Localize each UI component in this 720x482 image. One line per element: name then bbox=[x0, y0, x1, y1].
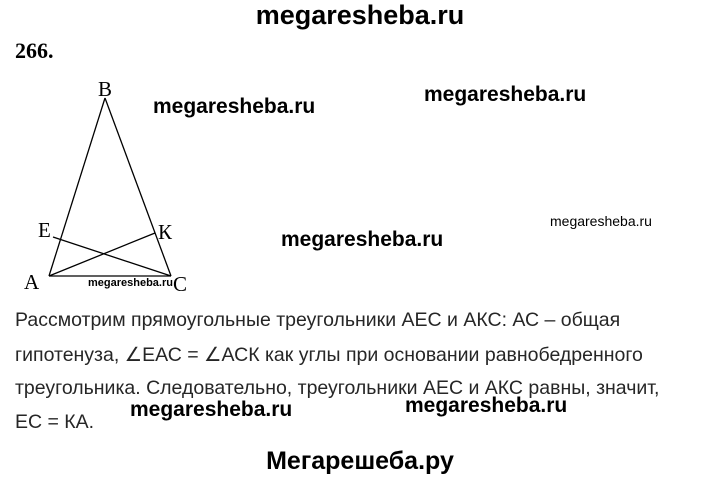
segment-ak bbox=[49, 233, 155, 276]
watermark-mid-right: megaresheba.ru bbox=[424, 83, 587, 106]
solution-line-4: ЕС = КА. bbox=[15, 411, 95, 433]
watermark-bottom-left: megaresheba.ru bbox=[130, 398, 293, 421]
watermark-top: megaresheba.ru bbox=[255, 0, 465, 30]
label-c: C bbox=[173, 272, 188, 296]
watermark-center: megaresheba.ru bbox=[281, 228, 444, 251]
label-a: A bbox=[24, 270, 40, 294]
watermark-small-right: megaresheba.ru bbox=[550, 213, 652, 229]
footer-site-name: Мегарешеба.ру bbox=[266, 447, 454, 475]
label-b: B bbox=[98, 77, 113, 101]
watermark-mid-left: megaresheba.ru bbox=[153, 95, 316, 118]
solution-line-1: Рассмотрим прямоугольные треугольники АЕС и АКС: АС – общая bbox=[15, 309, 621, 331]
solution-line-2: гипотенуза, ∠ЕАС = ∠АСК как углы при основании равнобедренного bbox=[15, 344, 643, 366]
label-k: К bbox=[158, 220, 173, 244]
side-ab bbox=[49, 98, 105, 276]
label-e: E bbox=[38, 218, 51, 242]
solution-line-3: треугольника. Следовательно, треугольники АЕС и АКС равны, значит, bbox=[15, 377, 660, 399]
watermark-figure-tiny: megaresheba.ru bbox=[88, 277, 173, 289]
segment-ec bbox=[53, 237, 171, 276]
problem-number: 266. bbox=[15, 38, 54, 63]
watermark-bottom-right: megaresheba.ru bbox=[405, 394, 568, 417]
